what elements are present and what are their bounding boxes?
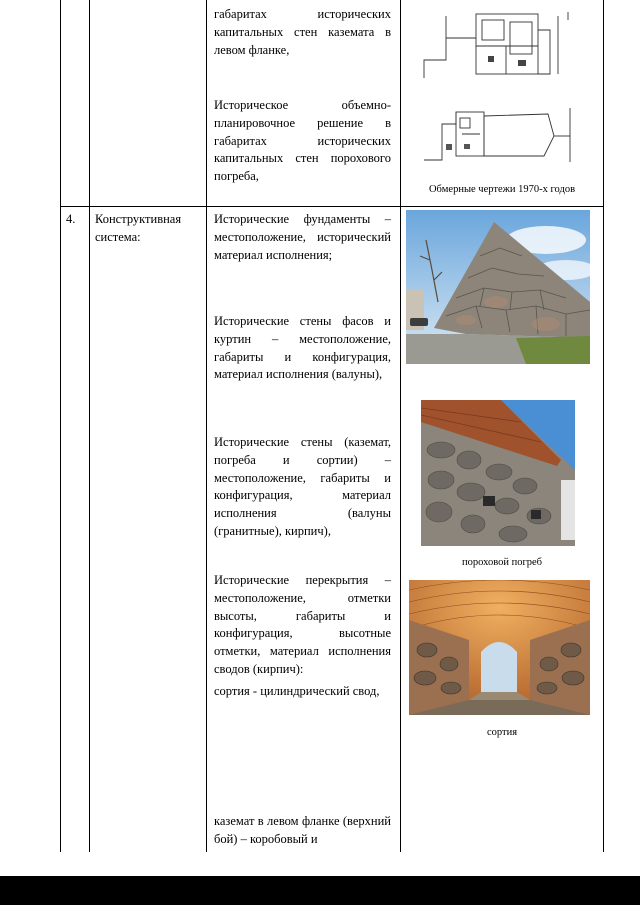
drawing-caption: Обмерные чертежи 1970-х годов (428, 184, 576, 195)
sortie-caption: сортия (486, 727, 518, 738)
feature-item-continued: габаритах исторических капитальных стен каземата в левом фланке, (214, 7, 391, 57)
feature-item-powder-cellar: Историческое объемно- планировочное решение в габаритах исторических капитальных стен порохового погреба, (214, 98, 391, 184)
scan-bottom-edge (0, 876, 640, 905)
feature-foundations: Исторические фундаменты – местоположение, исторический материал исполнения; (214, 212, 391, 262)
table-border-left (60, 0, 61, 852)
bastion-wall-photo (406, 210, 590, 364)
powder-cellar-photo (421, 400, 575, 546)
measured-drawing-top (418, 10, 586, 92)
powder-cellar-caption: пороховой погреб (461, 557, 543, 568)
feature-sortie-vault: сортия - цилиндрический свод, (214, 684, 380, 698)
table-border-col2 (89, 0, 90, 852)
table-border-col4 (400, 0, 401, 852)
feature-walls-faces: Исторические стены фасов и куртин – местоположение, габариты и конфигурация, материал исполнения (валуны), (214, 314, 391, 382)
row-number: 4. (66, 212, 76, 226)
section-title: Конструктивная система: (95, 212, 182, 244)
row-divider (60, 206, 603, 207)
table-border-right (603, 0, 604, 852)
feature-casemate-vault: каземат в левом фланке (верхний бой) – коробовый и (214, 814, 391, 846)
measured-drawing-bottom (420, 104, 582, 166)
feature-walls-casemate: Исторические стены (каземат, погреба и сортии) – местоположение, габариты и конфигурация, материал исполнения (валуны (гранитные), кирпич), (214, 435, 391, 538)
sortie-vault-photo (409, 580, 590, 715)
table-border-col3 (206, 0, 207, 852)
feature-overlaps: Исторические перекрытия – местоположение, отметки высоты, габариты и конфигурация, высотные отметки, материал исполнения сводов (кирпич): (214, 573, 391, 676)
